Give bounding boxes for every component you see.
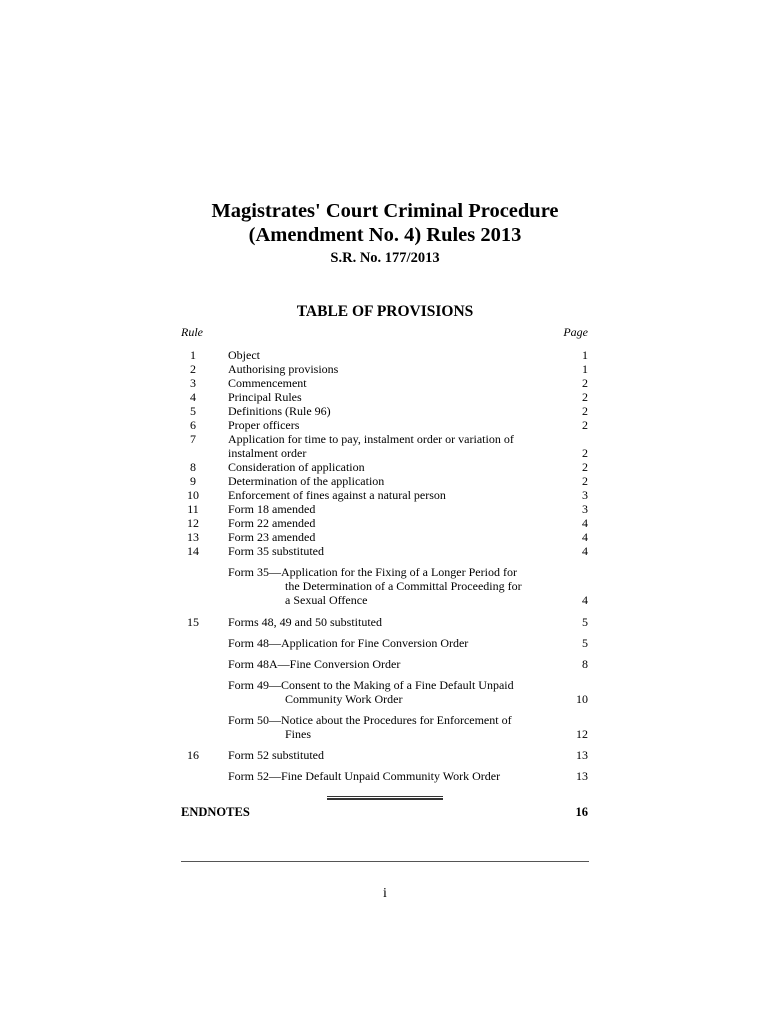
page-number: 2 xyxy=(582,474,588,488)
toc-heading: TABLE OF PROVISIONS xyxy=(296,303,474,320)
page-number: 1 xyxy=(582,362,588,376)
endnotes-page-number: 16 xyxy=(575,805,588,819)
form-52-entry[interactable] xyxy=(228,769,588,783)
rule-number: 6 xyxy=(190,418,196,432)
endnotes-separator-line xyxy=(327,798,443,799)
form-title: Form 48—Application for Fine Conversion Order xyxy=(228,636,469,650)
form-title-continued: a Sexual Offence xyxy=(285,593,368,607)
rule-title: Form 18 amended xyxy=(228,502,316,516)
rule-title: Authorising provisions xyxy=(228,362,339,376)
rule-title: Form 52 substituted xyxy=(228,748,325,762)
rule-number: 3 xyxy=(190,376,196,390)
rule-title: Definitions (Rule 96) xyxy=(228,404,331,418)
form-title-continued: the Determination of a Committal Proceeding for xyxy=(285,579,522,593)
page-number: 3 xyxy=(582,488,588,502)
rule-title: Form 35 substituted xyxy=(228,544,325,558)
page-number: 4 xyxy=(582,593,588,607)
form-48a-entry[interactable] xyxy=(228,657,588,671)
form-title: Form 35—Application for the Fixing of a Longer Period for xyxy=(228,565,517,579)
form-title: Form 49—Consent to the Making of a Fine Default Unpaid xyxy=(228,678,514,692)
page-number: 2 xyxy=(582,418,588,432)
page-number: 2 xyxy=(582,460,588,474)
page-number: 2 xyxy=(582,446,588,460)
page-number: 2 xyxy=(582,390,588,404)
page-number: 8 xyxy=(582,657,588,671)
page-number: 4 xyxy=(582,516,588,530)
rule-number: 7 xyxy=(190,432,196,446)
form-title: Form 50—Notice about the Procedures for Enforcement of xyxy=(228,713,512,727)
page-number: 5 xyxy=(582,615,588,629)
rule-number: 15 xyxy=(187,615,199,629)
page-number: 4 xyxy=(582,530,588,544)
rule-title: Proper officers xyxy=(228,418,300,432)
page-number: 3 xyxy=(582,502,588,516)
page-number: 13 xyxy=(576,769,588,783)
rule-title: Forms 48, 49 and 50 substituted xyxy=(228,615,383,629)
form-35-entry[interactable] xyxy=(228,565,588,607)
rule-title: Form 22 amended xyxy=(228,516,316,530)
rule-column-label: Rule xyxy=(181,325,203,339)
page-column-label: Page xyxy=(563,325,588,339)
form-title: Form 48A—Fine Conversion Order xyxy=(228,657,401,671)
page-number: 2 xyxy=(582,376,588,390)
rule-number: 13 xyxy=(187,530,199,544)
form-title-continued: Community Work Order xyxy=(285,692,403,706)
rule-number: 12 xyxy=(187,516,199,530)
footer-page-number: i xyxy=(383,886,387,901)
rule-title: Application for time to pay, instalment order or variation of xyxy=(228,432,514,446)
rule-title: Enforcement of fines against a natural person xyxy=(228,488,446,502)
rule-number: 9 xyxy=(190,474,196,488)
page-number: 1 xyxy=(582,348,588,362)
page-number: 12 xyxy=(576,727,588,741)
rule-title: Form 23 amended xyxy=(228,530,316,544)
document-title-line-2: (Amendment No. 4) Rules 2013 xyxy=(248,224,522,246)
page-number: 13 xyxy=(576,748,588,762)
page-number: 5 xyxy=(582,636,588,650)
form-49-entry[interactable] xyxy=(228,678,588,706)
rule-title-continued: instalment order xyxy=(228,446,307,460)
form-title-continued: Fines xyxy=(285,727,312,741)
rule-title: Commencement xyxy=(228,376,307,390)
page-number: 2 xyxy=(582,404,588,418)
rule-number: 14 xyxy=(187,544,199,558)
form-title: Form 52—Fine Default Unpaid Community Work Order xyxy=(228,769,501,783)
page-number: 10 xyxy=(576,692,588,706)
rule-title: Consideration of application xyxy=(228,460,365,474)
form-50-entry[interactable] xyxy=(228,713,588,741)
rule-title: Determination of the application xyxy=(228,474,385,488)
footer-rule xyxy=(181,861,589,862)
rule-number: 10 xyxy=(187,488,199,502)
rule-number: 4 xyxy=(190,390,196,404)
rule-title: Principal Rules xyxy=(228,390,302,404)
rule-number: 2 xyxy=(190,362,196,376)
sr-number: S.R. No. 177/2013 xyxy=(330,250,440,266)
rule-number: 16 xyxy=(187,748,199,762)
page-number: 4 xyxy=(582,544,588,558)
document-title-line-1: Magistrates' Court Criminal Procedure xyxy=(211,200,559,222)
rule-title: Object xyxy=(228,348,260,362)
endnotes-label[interactable]: ENDNOTES xyxy=(181,805,250,819)
rule-number: 11 xyxy=(187,502,199,516)
rule-number: 8 xyxy=(190,460,196,474)
form-48-entry[interactable] xyxy=(228,636,588,650)
rule-number: 5 xyxy=(190,404,196,418)
rule-number: 1 xyxy=(190,348,196,362)
